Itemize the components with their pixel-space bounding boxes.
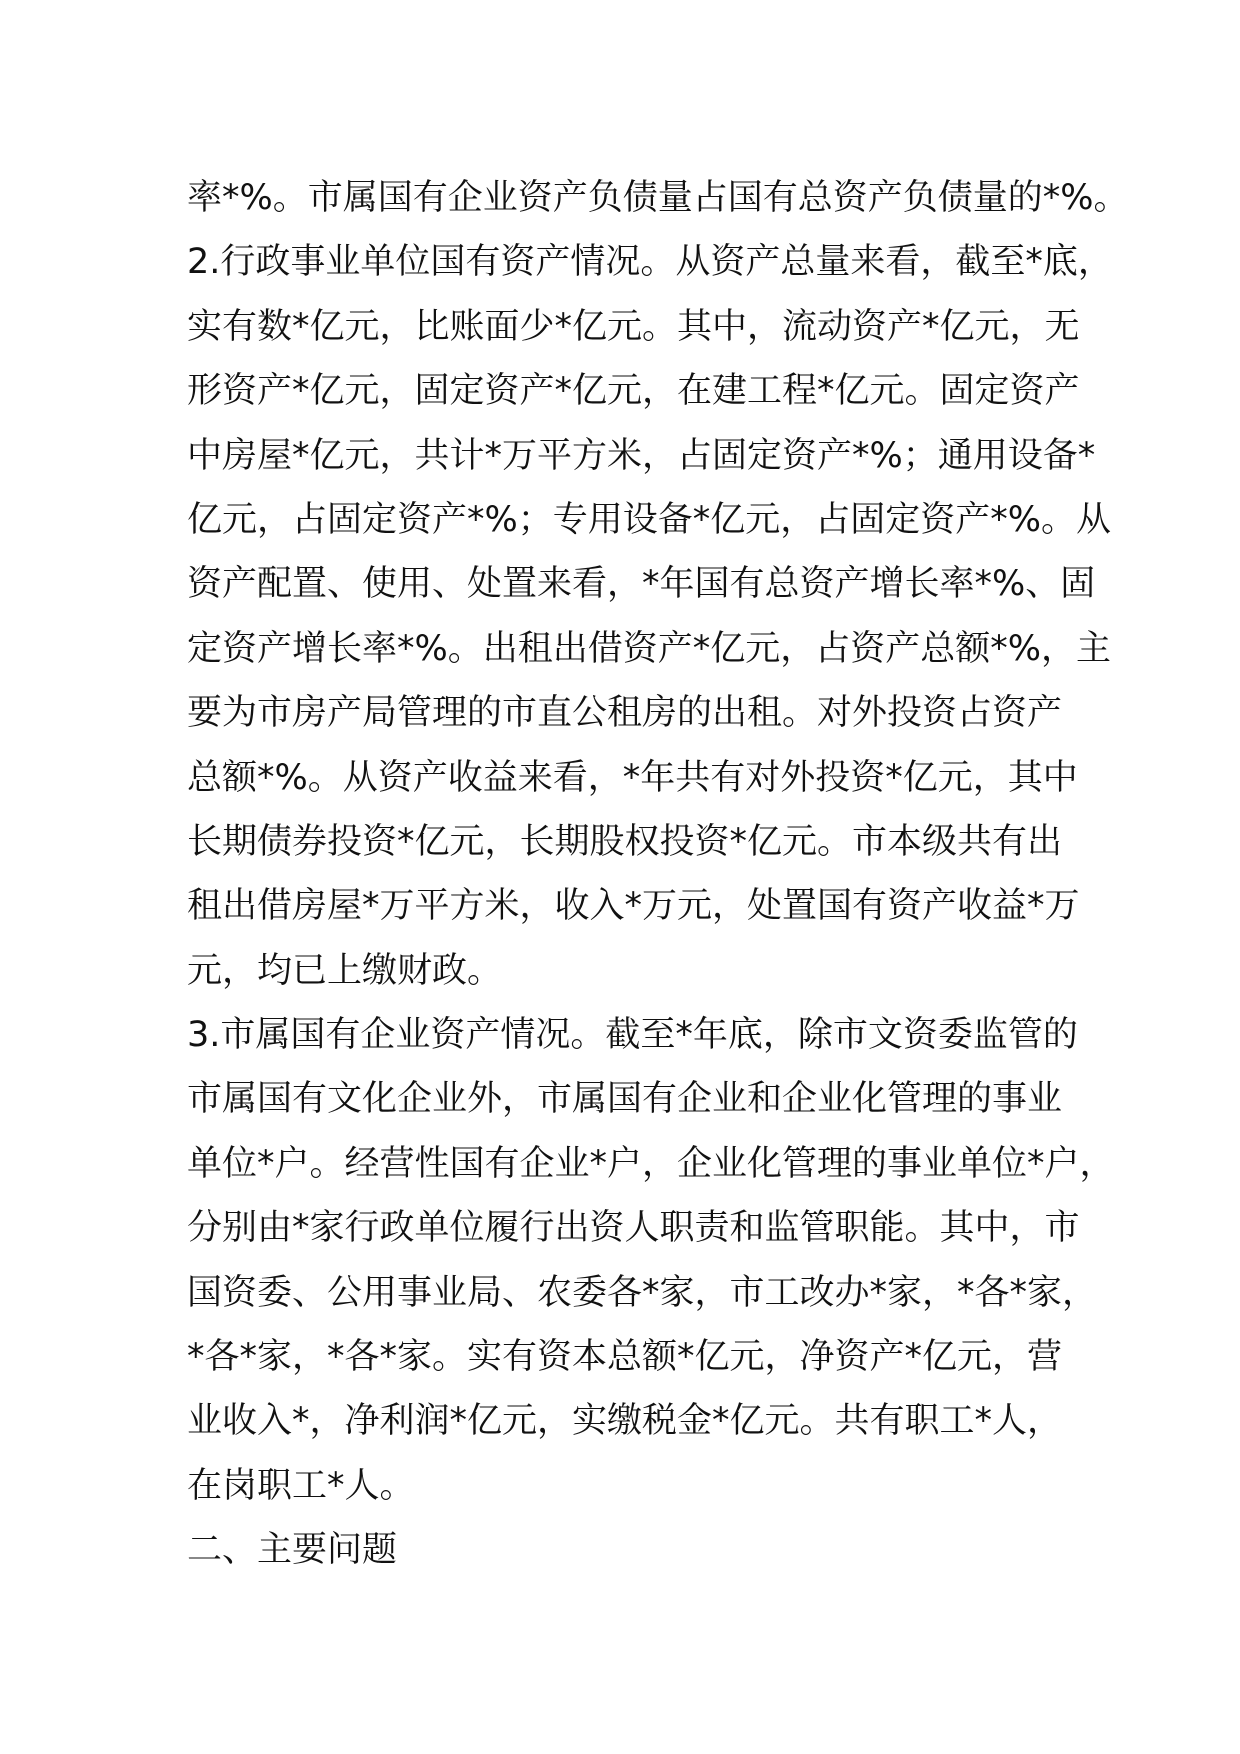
text-line: 业收入*，净利润*亿元，实缴税金*亿元。共有职工*人， <box>187 1401 1063 1442</box>
text-line: 总额*%。从资产收益来看，*年共有对外投资*亿元，其中 <box>187 757 1078 798</box>
text-line: 要为市房产局管理的市直公租房的出租。对外投资占资产 <box>187 693 1063 734</box>
text-line: 资产配置、使用、处置来看，*年国有总资产增长率*%、固 <box>187 564 1096 605</box>
text-line: 租出借房屋*万平方米，收入*万元，处置国有资产收益*万 <box>187 886 1080 927</box>
document-body <box>187 166 1129 1583</box>
text-line: *各*家，*各*家。实有资本总额*亿元，净资产*亿元，营 <box>187 1337 1063 1378</box>
text-line: 定资产增长率*%。出租出借资产*亿元，占资产总额*%，主 <box>187 628 1112 669</box>
text-line: 元，均已上缴财政。 <box>187 950 503 991</box>
text-line: 亿元，占固定资产*%；专用设备*亿元，占固定资产*%。从 <box>187 499 1112 540</box>
text-line: 单位*户。经营性国有企业*户，企业化管理的事业单位*户， <box>187 1143 1115 1184</box>
text-line: 分别由*家行政单位履行出资人职责和监管职能。其中，市 <box>187 1208 1080 1249</box>
text-line: 长期债券投资*亿元，长期股权投资*亿元。市本级共有出 <box>187 821 1063 862</box>
text-line: 2.行政事业单位国有资产情况。从资产总量来看，截至*底， <box>187 242 1113 283</box>
text-line: 率*%。市属国有企业资产负债量占国有总资产负债量的*%。 <box>187 178 1129 218</box>
text-line: 中房屋*亿元，共计*万平方米，占固定资产*%；通用设备* <box>187 435 1096 476</box>
text-line: 3.市属国有企业资产情况。截至*年底，除市文资委监管的 <box>187 1015 1078 1056</box>
text-line: 形资产*亿元，固定资产*亿元，在建工程*亿元。固定资产 <box>187 371 1080 412</box>
text-line: 实有数*亿元，比账面少*亿元。其中，流动资产*亿元，无 <box>187 306 1080 347</box>
section-heading: 二、主要问题 <box>187 1530 398 1571</box>
text-line: 国资委、公用事业局、农委各*家，市工改办*家，*各*家， <box>187 1272 1098 1313</box>
text-line: 市属国有文化企业外，市属国有企业和企业化管理的事业 <box>187 1079 1063 1120</box>
text-line: 在岗职工*人。 <box>187 1465 415 1506</box>
